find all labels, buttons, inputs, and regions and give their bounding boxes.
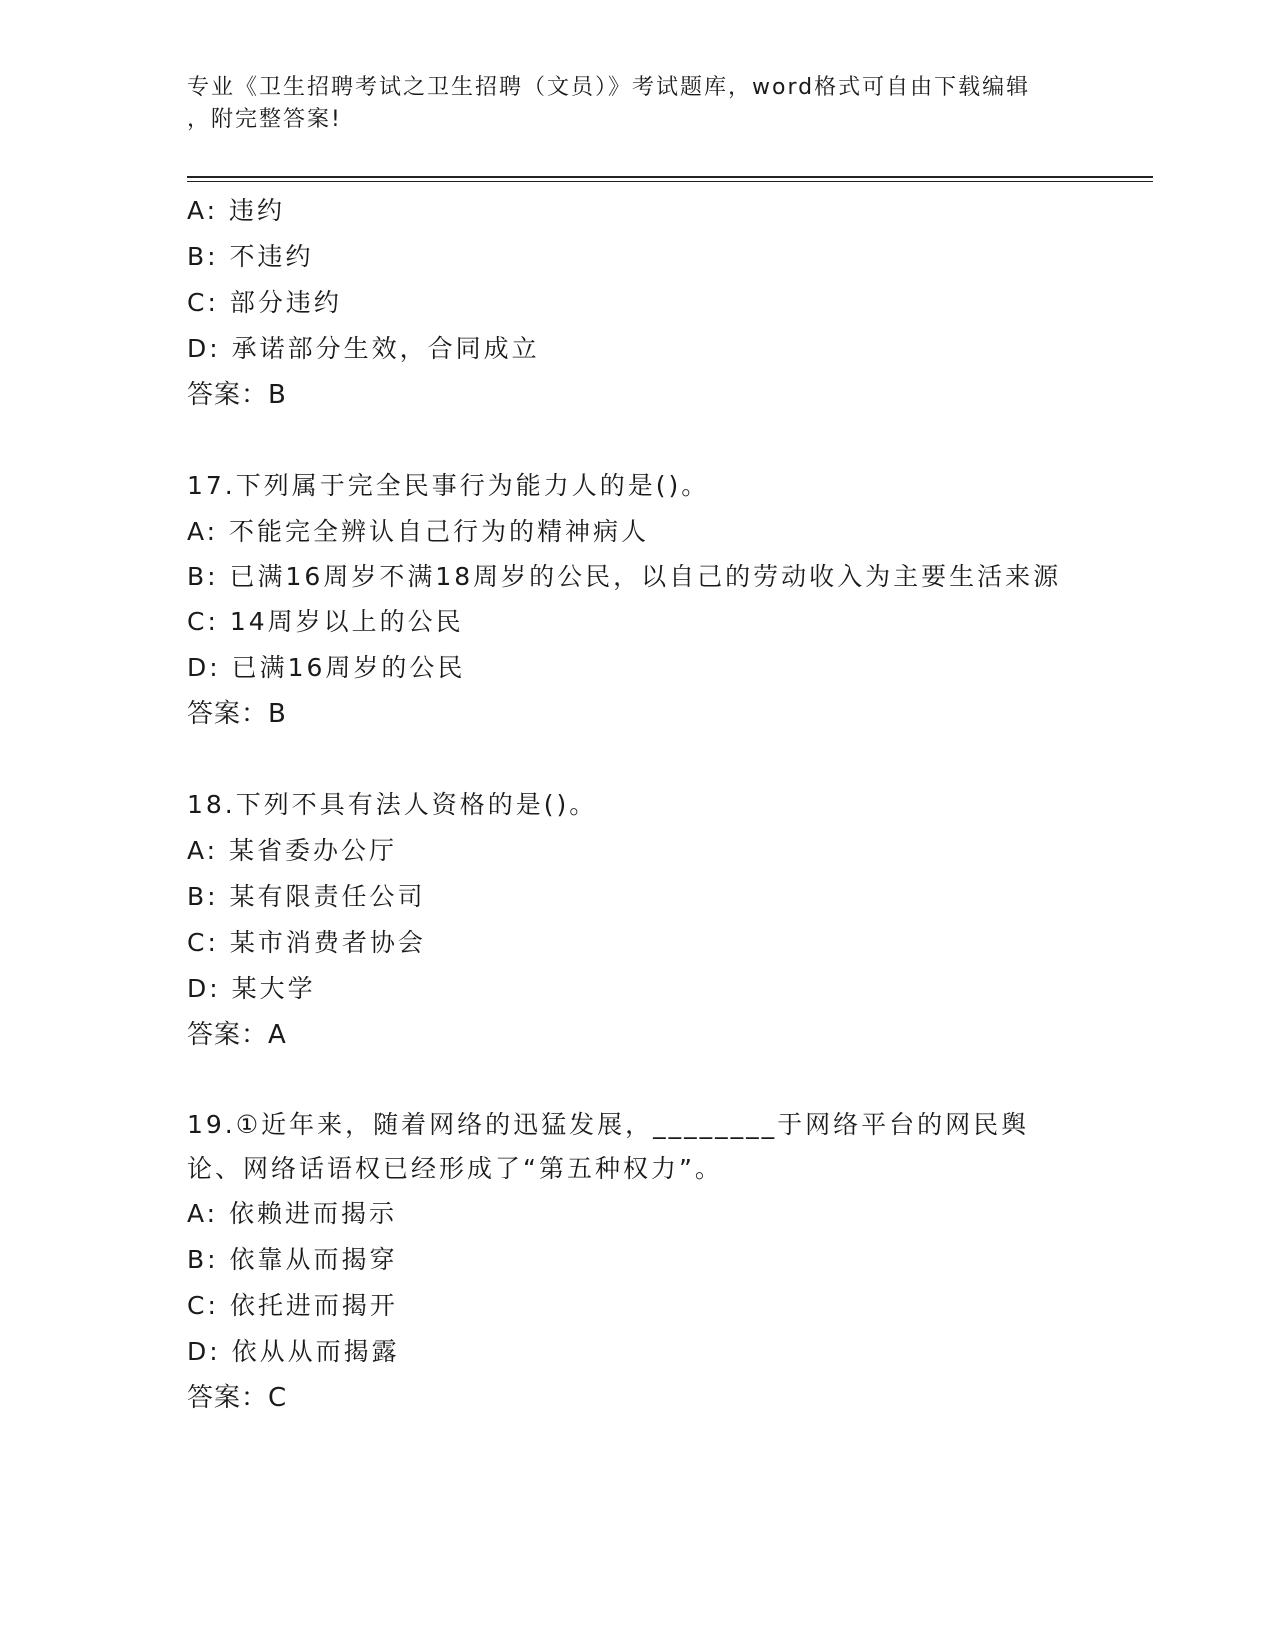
option-c: C: 14周岁以上的公民 <box>187 607 464 636</box>
option-d: D: 某大学 <box>187 974 316 1003</box>
document-header <box>187 72 1067 136</box>
question-17 <box>187 463 1087 737</box>
question-19 <box>187 1103 1087 1421</box>
option-c: C: 部分违约 <box>187 288 342 317</box>
option-a: A: 违约 <box>187 196 286 225</box>
option-b: B: 某有限责任公司 <box>187 882 426 911</box>
option-b: B: 依靠从而揭穿 <box>187 1245 398 1274</box>
question-stem: 17.下列属于完全民事行为能力人的是()。 <box>187 471 710 500</box>
question-stem: 19.①近年来，随着网络的迅猛发展，________于网络平台的网民舆论、网络话语权已经形成了“第五种权力”。 <box>187 1110 1030 1183</box>
header-divider-thin <box>187 181 1153 182</box>
previous-question-options <box>187 188 1087 418</box>
answer-label: 答案：A <box>187 1020 287 1050</box>
question-stem: 18.下列不具有法人资格的是()。 <box>187 790 598 819</box>
answer-label: 答案：B <box>187 380 287 410</box>
option-a: A: 依赖进而揭示 <box>187 1199 398 1228</box>
option-d: D: 已满16周岁的公民 <box>187 653 466 682</box>
header-line-2: ，附完整答案! <box>187 107 342 132</box>
header-line-1: 专业《卫生招聘考试之卫生招聘（文员）》考试题库，word格式可自由下载编辑 <box>187 75 1031 100</box>
option-c: C: 依托进而揭开 <box>187 1291 398 1320</box>
option-d: D: 依从从而揭露 <box>187 1337 400 1366</box>
option-d: D: 承诺部分生效，合同成立 <box>187 334 540 363</box>
header-divider-thick <box>187 176 1153 178</box>
option-c: C: 某市消费者协会 <box>187 928 426 957</box>
question-18 <box>187 782 1087 1058</box>
question-content <box>187 188 1087 1421</box>
option-b: B: 已满16周岁不满18周岁的公民，以自己的劳动收入为主要生活来源 <box>187 562 1062 591</box>
option-a: A: 某省委办公厅 <box>187 836 398 865</box>
option-b: B: 不违约 <box>187 242 314 271</box>
answer-label: 答案：C <box>187 1383 288 1413</box>
answer-label: 答案：B <box>187 699 287 729</box>
option-a: A: 不能完全辨认自己行为的精神病人 <box>187 517 650 546</box>
